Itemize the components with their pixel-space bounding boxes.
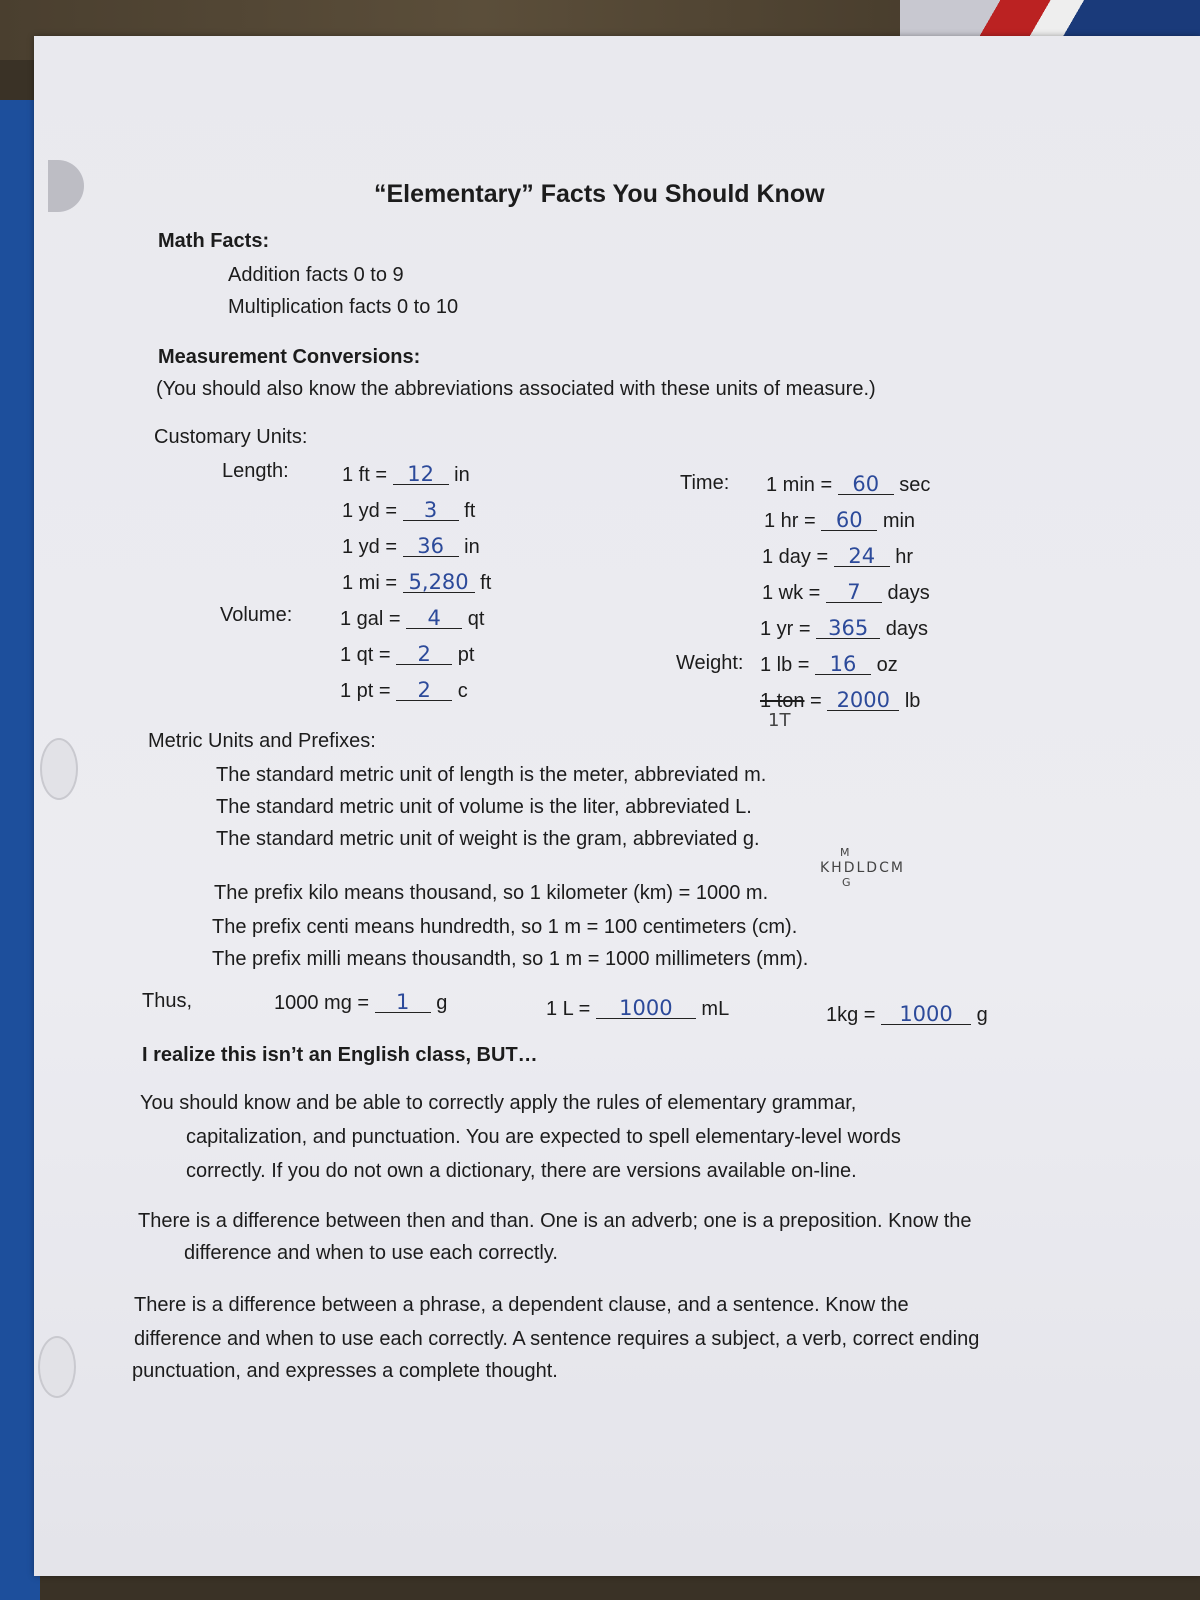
conversion-row bbox=[342, 536, 480, 559]
measurement-note: (You should also know the abbreviations associated with these units of measure.) bbox=[156, 378, 876, 400]
conversion-unit: days bbox=[885, 618, 928, 640]
conversion-lhs: 1 ft = bbox=[342, 464, 388, 486]
english-paragraph-line: punctuation, and expresses a complete thought. bbox=[132, 1360, 558, 1382]
conversion-unit: min bbox=[882, 510, 916, 532]
conversion-unit: hr bbox=[895, 546, 914, 568]
answer-blank: 365 bbox=[816, 618, 880, 639]
english-paragraph-line: There is a difference between a phrase, a dependent clause, and a sentence. Know the bbox=[134, 1294, 909, 1316]
english-paragraph-line: capitalization, and punctuation. You are expected to spell elementary-level words bbox=[186, 1126, 901, 1148]
conversion-unit: g bbox=[976, 1004, 988, 1026]
conversion-row bbox=[342, 464, 470, 487]
conversion-row bbox=[826, 1004, 988, 1027]
weight-label: Weight: bbox=[676, 652, 744, 674]
math-item: Multiplication facts 0 to 10 bbox=[228, 296, 459, 318]
conversion-lhs: 1 yr = bbox=[760, 618, 811, 640]
conversion-lhs: 1 mi = bbox=[342, 572, 398, 594]
answer-blank: 2 bbox=[396, 644, 452, 665]
conversion-row bbox=[340, 680, 468, 703]
conversion-unit: sec bbox=[899, 474, 931, 496]
conversion-lhs: 1 pt = bbox=[340, 680, 391, 702]
conversion-lhs: 1 gal = bbox=[340, 608, 401, 630]
worksheet-page bbox=[34, 36, 1200, 1576]
conversion-lhs: 1 yd = bbox=[342, 500, 398, 522]
mnemonic-bottom: G bbox=[842, 876, 851, 889]
english-paragraph-line: There is a difference between then and than. One is an adverb; one is a preposition. Know the bbox=[138, 1210, 972, 1232]
metric-heading: Metric Units and Prefixes: bbox=[148, 730, 376, 752]
conversion-unit: in bbox=[464, 536, 480, 558]
answer-blank: 7 bbox=[826, 582, 882, 603]
english-heading: I realize this isn’t an English class, BUT… bbox=[142, 1044, 538, 1066]
binder-hole-2 bbox=[38, 1336, 76, 1398]
measurement-heading: Measurement Conversions: bbox=[158, 346, 421, 368]
conversion-row bbox=[764, 510, 915, 533]
mnemonic-top: M bbox=[840, 846, 850, 859]
conversion-row bbox=[340, 644, 474, 667]
conversion-unit: lb bbox=[904, 690, 921, 712]
metric-line: The standard metric unit of length is the meter, abbreviated m. bbox=[216, 764, 767, 786]
conversion-unit: ft bbox=[464, 500, 476, 522]
conversion-unit: mL bbox=[701, 998, 730, 1020]
answer-blank: 60 bbox=[821, 510, 877, 531]
conversion-lhs: 1 wk = bbox=[762, 582, 821, 604]
english-paragraph-line: difference and when to use each correctly. bbox=[184, 1242, 558, 1264]
answer-blank: 1 bbox=[375, 992, 431, 1013]
conversion-lhs: 1 hr = bbox=[764, 510, 816, 532]
answer-blank: 4 bbox=[406, 608, 462, 629]
struck-ton-label: 1 ton bbox=[760, 690, 805, 712]
conversion-unit: oz bbox=[876, 654, 898, 676]
conversion-row bbox=[274, 992, 447, 1015]
conversion-row bbox=[340, 608, 484, 631]
time-label: Time: bbox=[680, 472, 730, 494]
conversion-unit: g bbox=[436, 992, 448, 1014]
thus-label: Thus, bbox=[142, 990, 193, 1012]
english-paragraph-line: correctly. If you do not own a dictionary, there are versions available on-line. bbox=[186, 1160, 857, 1182]
english-paragraph-line: You should know and be able to correctly apply the rules of elementary grammar, bbox=[140, 1092, 857, 1114]
conversion-unit: qt bbox=[467, 608, 485, 630]
conversion-row bbox=[766, 474, 930, 497]
math-item: Addition facts 0 to 9 bbox=[228, 264, 404, 286]
conversion-row bbox=[762, 546, 913, 569]
answer-blank: 2 bbox=[396, 680, 452, 701]
prefix-line: The prefix centi means hundredth, so 1 m = 100 centimeters (cm). bbox=[212, 916, 798, 938]
conversion-unit: c bbox=[457, 680, 468, 702]
conversion-row bbox=[546, 998, 729, 1021]
math-heading: Math Facts: bbox=[158, 230, 270, 252]
answer-blank: 36 bbox=[403, 536, 459, 557]
conversion-row bbox=[342, 500, 475, 523]
conversion-unit: days bbox=[887, 582, 930, 604]
conversion-unit: in bbox=[454, 464, 470, 486]
conversion-row bbox=[760, 654, 898, 677]
prefix-mnemonic: KHDLDCM bbox=[820, 860, 905, 876]
conversion-lhs: 1000 mg = bbox=[274, 992, 370, 1014]
conversion-row bbox=[342, 572, 491, 595]
conversion-unit: ft bbox=[480, 572, 492, 594]
page-tab-mark bbox=[48, 160, 84, 212]
binder-hole-1 bbox=[40, 738, 78, 800]
handwritten-ton-note: 1T bbox=[768, 710, 791, 731]
english-paragraph-line: difference and when to use each correctly. A sentence requires a subject, a verb, correct ending bbox=[134, 1328, 980, 1350]
answer-blank: 24 bbox=[834, 546, 890, 567]
conversion-unit: pt bbox=[457, 644, 475, 666]
metric-line: The standard metric unit of weight is the gram, abbreviated g. bbox=[216, 828, 760, 850]
conversion-lhs: 1 qt = bbox=[340, 644, 391, 666]
volume-label: Volume: bbox=[220, 604, 293, 626]
length-label: Length: bbox=[222, 460, 289, 482]
conversion-lhs: 1kg = bbox=[826, 1004, 876, 1026]
conversion-lhs: 1 yd = bbox=[342, 536, 398, 558]
answer-blank: 12 bbox=[393, 464, 449, 485]
conversion-row bbox=[762, 582, 930, 605]
conversion-lhs: = bbox=[810, 690, 822, 712]
answer-blank: 2000 bbox=[827, 690, 899, 711]
answer-blank: 60 bbox=[838, 474, 894, 495]
conversion-lhs: 1 day = bbox=[762, 546, 829, 568]
customary-heading: Customary Units: bbox=[154, 426, 308, 448]
answer-blank: 1000 bbox=[881, 1004, 971, 1025]
answer-blank: 1000 bbox=[596, 998, 696, 1019]
answer-blank: 5,280 bbox=[403, 572, 475, 593]
conversion-lhs: 1 min = bbox=[766, 474, 833, 496]
prefix-line: The prefix kilo means thousand, so 1 kilometer (km) = 1000 m. bbox=[214, 882, 769, 904]
conversion-row bbox=[760, 618, 928, 641]
conversion-lhs: 1 lb = bbox=[760, 654, 810, 676]
conversion-lhs: 1 L = bbox=[546, 998, 591, 1020]
prefix-line: The prefix milli means thousandth, so 1 m = 1000 millimeters (mm). bbox=[212, 948, 809, 970]
page-title: “Elementary” Facts You Should Know bbox=[374, 180, 825, 208]
answer-blank: 16 bbox=[815, 654, 871, 675]
metric-line: The standard metric unit of volume is the liter, abbreviated L. bbox=[216, 796, 752, 818]
answer-blank: 3 bbox=[403, 500, 459, 521]
